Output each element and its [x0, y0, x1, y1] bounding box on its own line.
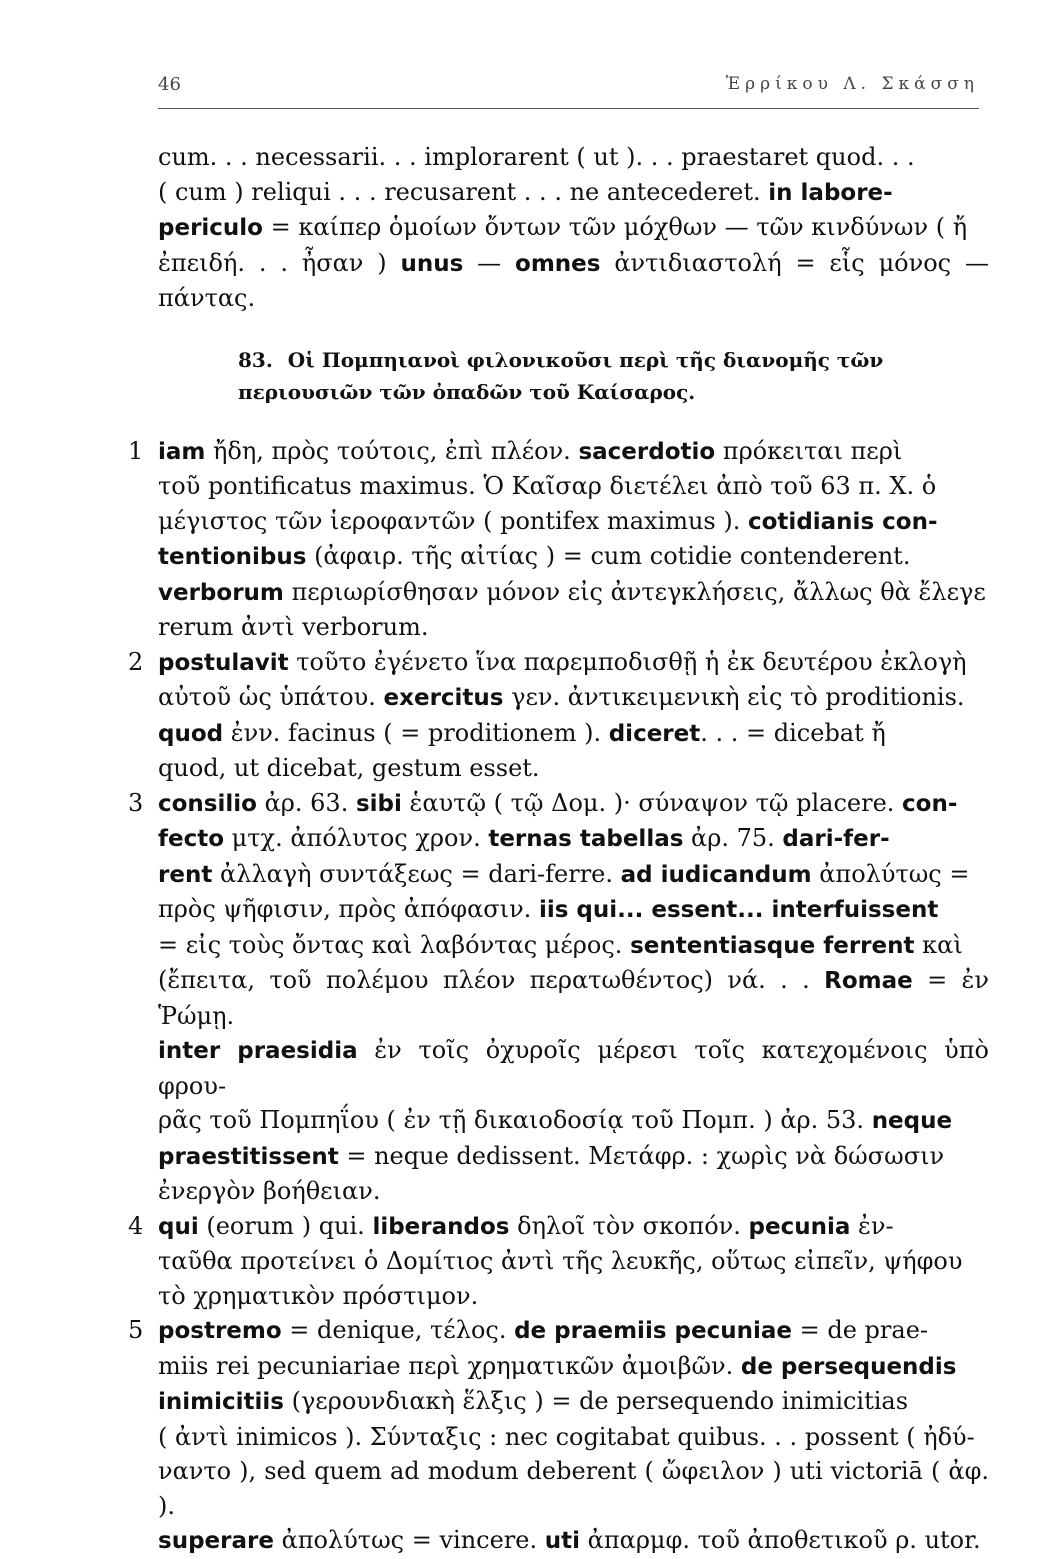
gloss: (ἀφαιρ. τῆς αἰτίας ) = cum cotidie contenderent. [306, 542, 911, 570]
entry-number: 2 [128, 647, 144, 676]
page-number: 46 [158, 74, 181, 95]
lemma: de persequendis [740, 1353, 957, 1380]
lemma: rent [158, 861, 213, 888]
gloss: = neque dedissent. Μετάφρ. : χωρὶς νὰ δώσωσιν [338, 1141, 945, 1170]
lemma: quod [158, 720, 224, 747]
commentary-entry-5 [128, 1313, 989, 1559]
lemma: sententiasque ferrent [630, 932, 915, 959]
gloss: τὸ χρηματικὸν πρόστιμον. [158, 1281, 479, 1310]
entry-number: 1 [128, 436, 144, 465]
header-rule [158, 108, 979, 109]
gloss: ναντο ), sed quem ad modum deberent ( ὤφειλον ) uti victoriā ( ἀφ. ). [158, 1457, 989, 1520]
gloss: rerum ἀντὶ verborum. [158, 613, 429, 641]
gloss: ἀπολύτως = vincere. [273, 1526, 545, 1554]
lemma: exercitus [383, 685, 504, 711]
gloss: ἀπολύτως = [811, 859, 970, 888]
section-title-line-2: περιουσιῶν τῶν ὀπαδῶν τοῦ Καίσαρος. [238, 379, 696, 404]
lemma: verborum [158, 579, 284, 606]
gloss: τοῦτο ἐγένετο ἵνα παρεμποδισθῇ ἡ ἐκ δευτέρου ἐκλογὴ [288, 647, 967, 676]
commentary-entry-4 [128, 1209, 989, 1314]
lemma: cotidianis con- [748, 508, 938, 535]
lemma: omnes [515, 250, 601, 277]
gloss: αὐτοῦ ὡς ὑπάτου. [158, 683, 384, 711]
commentary-entry-3 [128, 786, 989, 1209]
gloss: ἀντιδιαστολή = εἷς μόνος — πάντας. [158, 248, 989, 312]
lemma: con- [902, 790, 958, 817]
lemma: iam [158, 438, 206, 465]
lemma: neque [871, 1108, 953, 1134]
commentary-entry-2 [128, 645, 989, 786]
intro-paragraph [158, 140, 989, 316]
lemma: in labore- [768, 179, 893, 206]
lemma: praestitissent [158, 1143, 339, 1170]
intro-line-2: ( cum ) reliqui . . . recusarent . . . ne antecederet. [158, 177, 761, 206]
lemma: periculo [158, 215, 263, 241]
gloss: ρᾶς τοῦ Πομπηΐου ( ἐν τῇ δικαιοδοσίᾳ τοῦ Πομπ. ) ἀρ. 53. [158, 1106, 872, 1134]
gloss: ταῦθα προτείνει ὁ Δομίτιος ἀντὶ τῆς λευκῆς, οὕτως εἰπεῖν, ψήφου [158, 1247, 963, 1275]
lemma: ternas tabellas [488, 826, 684, 852]
intro-line-1: cum. . . necessarii. . . implorarent ( ut ). . . praestaret quod. . . [158, 143, 915, 171]
section-heading [238, 344, 989, 408]
gloss: ἀπαρμφ. τοῦ ἀποθετικοῦ ρ. utor. [580, 1526, 981, 1554]
lemma: postulavit [158, 649, 289, 676]
gloss: (γερουνδιακὴ ἕλξις ) = de persequendo inimicitias [283, 1387, 909, 1415]
lemma: uti [544, 1528, 580, 1554]
running-head: Ἐρρίκου Λ. Σκάσση [725, 74, 979, 94]
gloss: πρόκειται περὶ [715, 436, 903, 465]
gloss: ἐνεργὸν βοήθειαν. [158, 1177, 381, 1205]
gloss: = denique, τέλος. [281, 1316, 515, 1344]
lemma: sibi [355, 790, 402, 817]
lemma: tentionibus [158, 544, 307, 570]
lemma: postremo [158, 1318, 282, 1344]
gloss: miis rei pecuniariae περὶ χρηματικῶν ἀμοιβῶν. [158, 1351, 741, 1380]
gloss: ἑαυτῷ ( τῷ Δομ. )· σύναψον τῷ placere. [401, 788, 903, 817]
section-number: 83. [238, 347, 273, 372]
gloss: ἐν τοῖς ὀχυροῖς μέρεσι τοῖς κατεχομένοις ὑπὸ φρου- [158, 1036, 989, 1100]
entry-number: 3 [128, 788, 144, 817]
lemma: liberandos [372, 1213, 510, 1240]
lemma: unus [400, 250, 464, 277]
gloss: (eorum ) qui. [198, 1211, 373, 1240]
gloss: = de prae- [791, 1316, 929, 1344]
entry-number: 4 [128, 1211, 144, 1240]
gloss: ἀλλαγὴ συντάξεως = dari-ferre. [212, 859, 621, 888]
lemma: superare [158, 1528, 274, 1554]
lemma: inimicitiis [158, 1389, 284, 1415]
gloss: = εἰς τοὺς ὄντας καὶ λαβόντας μέρος. [158, 930, 631, 959]
lemma: diceret [608, 720, 701, 747]
body-text [128, 140, 989, 1559]
gloss: μτχ. ἀπόλυτος χρον. [224, 824, 489, 852]
gloss: — [463, 248, 516, 277]
entry-number: 5 [128, 1316, 144, 1344]
gloss: ἐνν. facinus ( = proditionem ). [223, 718, 609, 747]
commentary-entry-1 [128, 434, 989, 645]
lemma: dari-fer- [782, 826, 890, 852]
gloss: περιωρίσθησαν μόνον εἰς ἀντεγκλήσεις, ἄλλως θὰ ἔλεγε [283, 577, 986, 606]
gloss: (ἔπειτα, τοῦ πολέμου πλέον περατωθέντος) νά. . . [158, 966, 825, 994]
gloss: ἤδη, πρὸς τούτοις, ἐπὶ πλέον. [205, 436, 579, 465]
gloss: ἐπειδή. . . ἦσαν ) [158, 248, 387, 277]
lemma: iis qui... essent... interfuissent [538, 897, 939, 923]
lemma: Romae [824, 968, 913, 994]
section-title-line-1: Οἱ Πομπηιανοὶ φιλονικοῦσι περὶ τῆς διανομῆς τῶν [287, 347, 884, 372]
gloss: ἐν- [850, 1211, 894, 1240]
gloss: δηλοῖ τὸν σκοπόν. [509, 1211, 749, 1240]
gloss: ἀρ. 75. [683, 824, 783, 852]
gloss: = καίπερ ὁμοίων ὄντων τῶν μόχθων — τῶν κινδύνων ( ἤ [262, 213, 968, 241]
gloss: γεν. ἀντικειμενικὴ εἰς τὸ proditionis. [503, 683, 965, 711]
lemma: fecto [158, 826, 225, 852]
gloss: καὶ [914, 930, 963, 959]
lemma: pecunia [748, 1213, 851, 1240]
page-header [158, 70, 979, 110]
lemma: sacerdotio [578, 438, 716, 465]
gloss: . . . = dicebat ἤ [700, 718, 886, 747]
gloss: ( ἀντὶ inimicos ). Σύνταξις : nec cogitabat quibus. . . possent ( ἠδύ- [158, 1422, 975, 1451]
lemma: inter praesidia [158, 1038, 358, 1064]
gloss: quod, ut dicebat, gestum esset. [158, 754, 540, 782]
gloss: ἀρ. 63. [256, 788, 356, 817]
gloss: = ἐν Ῥώμῃ. [158, 966, 989, 1030]
gloss: μέγιστος τῶν ἱεροφαντῶν ( pontifex maximus ). [158, 506, 748, 535]
lemma: ad iudicandum [620, 861, 812, 888]
lemma: qui [158, 1213, 199, 1240]
lemma: de praemiis pecuniae [514, 1318, 792, 1344]
gloss: πρὸς ψῆφισιν, πρὸς ἀπόφασιν. [158, 895, 539, 923]
lemma: consilio [158, 790, 257, 817]
gloss: τοῦ pontificatus maximus. Ὁ Καῖσαρ διετέλει ἀπὸ τοῦ 63 π. Χ. ὁ [158, 472, 937, 500]
